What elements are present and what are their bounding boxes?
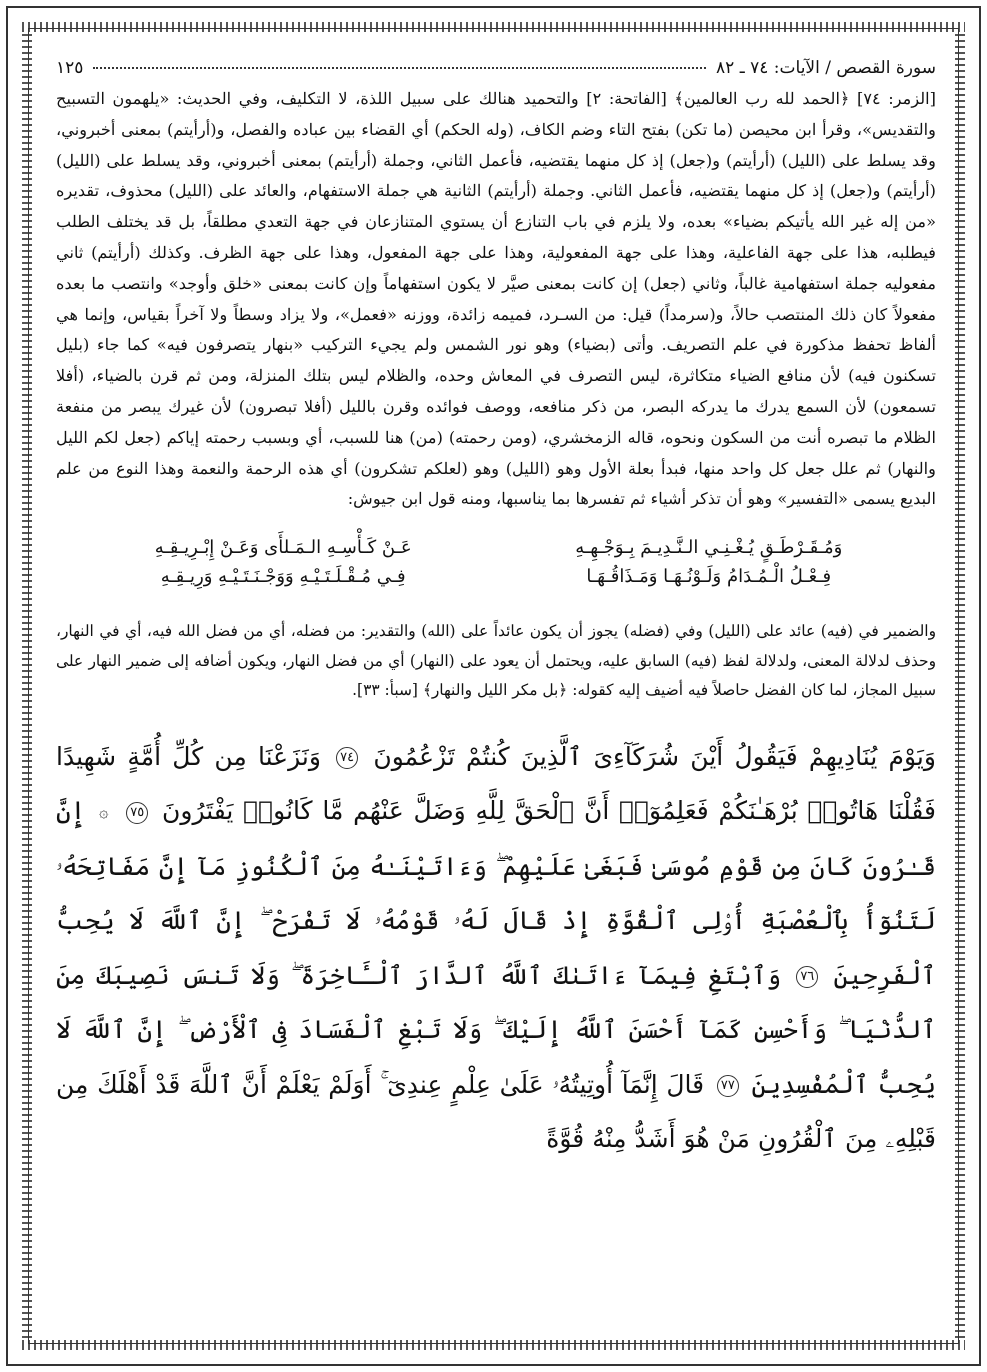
poem-verse — [116, 537, 876, 558]
ayah-number-marker: ٧٦ — [796, 966, 818, 988]
ayah-number-marker: ٧٧ — [717, 1075, 739, 1097]
poem-hemistich: عَـنْ كَـأْسِـهِ الـمَـلأَى وَعَـنْ إِبْـرِيـقِـهِ — [154, 537, 412, 559]
poem-hemistich: فِـي مُـقْـلَـتَـيْـهِ وَوَجْـنَـتَـيْـهِ وَرِيـقِـهِ — [160, 566, 406, 588]
ayah-text: قَالَ إِنَّمَآ أُوتِيتُهُۥ عَلَىٰ عِلْمٍ عِندِىٓ ۚ أَوَلَمْ يَعْلَمْ أَنَّ ٱللَّهَ قَدْ أَهْلَكَ مِن قَبْلِهِۦ مِنَ ٱلْقُرُونِ مَنْ هُوَ أَشَدُّ مِنْهُ قُوَّةً — [56, 1069, 936, 1154]
poem-verse — [116, 566, 876, 587]
surah-title: سورة القصص / الآيات: ٧٤ ـ ٨٢ — [716, 58, 936, 78]
poem-hemistich: فِـعْـلُ الْـمُـدَامُ وَلَـوْنُـهَـا وَمَـذَاقُـهَـا — [586, 566, 832, 588]
ayah-number-marker: ٧٤ — [336, 747, 358, 769]
poem — [116, 537, 876, 587]
ayah-text: وَيَوْمَ يُنَادِيهِمْ فَيَقُولُ أَيْنَ شُرَكَآءِىَ ٱلَّذِينَ كُنتُمْ تَزْعُمُونَ — [373, 741, 936, 771]
quran-text — [56, 730, 936, 1167]
ayah-number-marker: ٧٥ — [126, 802, 148, 824]
hizb-marker-icon: ۞ — [99, 802, 109, 822]
commentary-paragraph-2: والضمير في (فيه) عائد على (الليل) وفي (فضله) يجوز أن يكون عائداً على (الله) والتقدير: من فضله، أي من فضل الله فيه، أي في النهار، وحذف لدلالة المعنى، ولدلالة لفظ (فيه) السابق عليه، ويحتمل أن يعود على (النهار) أي من فضل النهار، ويكون أضافه إلى ضمير النهار على سبيل المجاز، لما كان الفضل حاصلاً فيه أضيف إليه كقوله: ﴿بل مكر الليل والنهار﴾ [سبأ: ٣٣]. — [56, 622, 936, 700]
page-content — [56, 58, 936, 1167]
running-header — [56, 58, 936, 78]
ayah-text: وَنَزَعْنَا مِن كُلِّ أُمَّةٍ شَهِيدًا فَقُلْنَا هَاتُوا۟ بُرْهَـٰنَكُمْ فَعَلِمُوٓا۟ أَنَّ ٱلْحَقَّ لِلَّهِ وَضَلَّ عَنْهُم مَّا كَانُوا۟ يَفْتَرُونَ — [56, 741, 936, 826]
poem-hemistich: وَمُـقَـرْطَـقٍ يُـغْـنِـي الـنَّـدِيـمَ بِـوَجْـهِـهِ — [575, 537, 843, 559]
ayah-text: إِنَّ قَـٰرُونَ كَانَ مِن قَوْمِ مُوسَىٰ فَبَغَىٰ عَلَيْهِمْ ۖ وَءَاتَيْنَـٰهُ مِنَ ٱلْكُنُوزِ مَآ إِنَّ مَفَاتِحَهُۥ لَتَنُوٓأُ بِٱلْعُصْبَةِ أُو۟لِى ٱلْقُوَّةِ إِذْ قَالَ لَهُۥ قَوْمُهُۥ لَا تَفْرَحْ ۖ إِنَّ ٱللَّهَ لَا يُحِبُّ ٱلْفَرِحِينَ — [56, 796, 937, 990]
page-number: ١٢٥ — [56, 58, 84, 78]
commentary-paragraph: [الزمر: ٧٤] ﴿الحمد لله رب العالمين﴾ [الفاتحة: ٢] والتحميد هنالك على سبيل اللذة، لا التكليف، وفي الحديث: «يلهمون التسبيح والتقديس»، وقرأ ابن محيصن (ما تكن) بفتح التاء وضم الكاف، (وله الحكم) أي القضاء بين عباده والفصل، و(أرأيتم) بمعنى أخبروني، وقد يسلط على (الليل) (أرأيتم) و(جعل) إذ كل منهما يقتضيه، فأعمل الثاني، وجملة (أرأيتم) بمعنى أخبروني، وقد يسلط على (الليل) (أرأيتم) و(جعل) إذ كل منهما يقتضيه، فأعمل الثاني. وجملة (أرأيتم) الثانية هي جملة الاستفهام، والعائد على (الليل) محذوف، تقديره «من إله غير الله يأتيكم بضياء» بعده، ولا يلزم في باب التنازع أن يستوي المتنازعان في جهة التعدي مطلقاً، بل قد يختلف الطلب فيطلبه، هذا على جهة الفاعلية، وهذا على جهة المفعولية، وهذا على جهة المفعول، وهذا على جهة الظرف. وكذلك (أرأيتم) ثاني مفعوليه جملة استفهامية غالباً، وثاني (جعل) إن كانت بمعنى صيَّر لا يكون استفهاماً وإن كانت بمعنى «خلق وأوجد» وانتصب ما بعده مفعولاً كان ذلك المنتصب حالاً، و(سرمداً) قيل: من السـرد، فميمه زائدة، ووزنه «فعمل»، ولا يزاد وسطاً ولا آخراً بقياس، وإنما هي ألفاظ تحفظ مذكورة في علم التصريف. وأتى (بضياء) وهو نور الشمس ولم يجيء التركيب «بنهار يتصرفون فيه» كما جاء (بليل تسكنون فيه) لأن منافع الضياء متكاثرة، ليس التصرف في المعاش وحده، والظلام ليس بتلك المنزلة، ومن ثم قرن بالضياء، (أفلا تسمعون) لأن السمع يدرك ما يدركه البصر، من ذكر منافعه، ووصف فوائده وقرن بالليل (أفلا تبصرون) لأن غيرك يبصر من منفعة الظلام ما تبصره أنت من السكون ونحوه، قاله الزمخشري، (ومن رحمته) (من) هنا للسبب، أي وبسبب رحمته إياكم (جعل لكم الليل والنهار) ثم علل جعل كل واحد منها، فبدأ بعلة الأول وهو (الليل) وهو (لعلكم تشكرون) أي هذه الرحمة والنعمة وهذا النوع من علم البديع يسمى «التفسير» وهو أن تذكر أشياء ثم تفسرها بما يناسبها، ومنه قول ابن جيوش: — [56, 89, 936, 509]
ayah-text: وَٱبْتَغِ فِيمَآ ءَاتَىٰكَ ٱللَّهُ ٱلدَّارَ ٱلْـَٔاخِرَةَ ۖ وَلَا تَنسَ نَصِيبَكَ مِنَ ٱلدُّنْيَا ۖ وَأَحْسِن كَمَآ أَحْسَنَ ٱللَّهُ إِلَيْكَ ۖ وَلَا تَبْغِ ٱلْفَسَادَ فِى ٱلْأَرْضِ ۖ إِنَّ ٱللَّهَ لَا يُحِبُّ ٱلْمُفْسِدِينَ — [56, 960, 937, 1099]
header-leader-dots — [93, 67, 706, 69]
